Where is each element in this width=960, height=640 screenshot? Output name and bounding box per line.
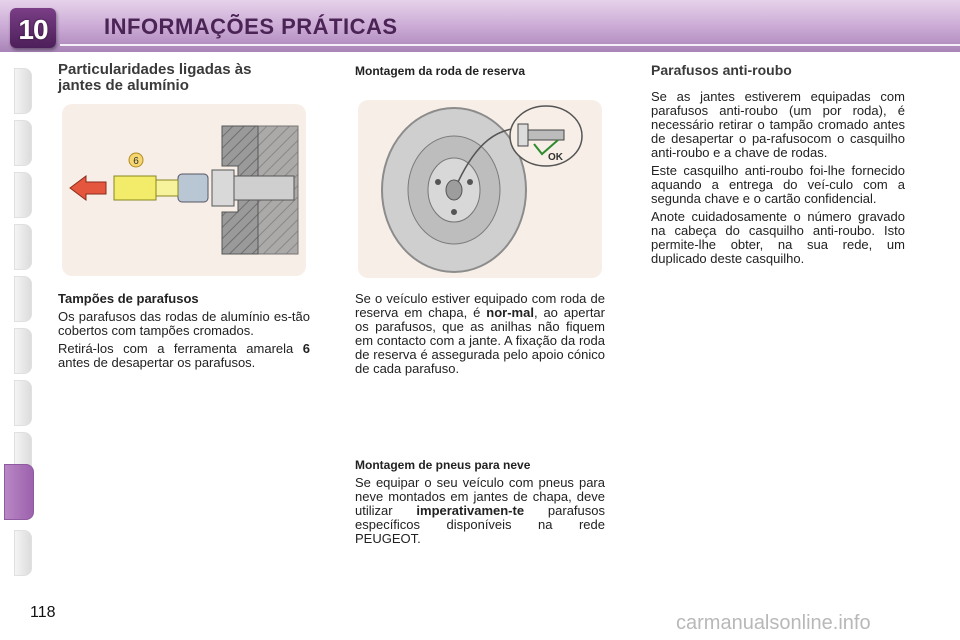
snow-text-end: parafusos específicos disponíveis na rede PEUGEOT.	[355, 503, 605, 546]
chapter-tab-2[interactable]	[14, 120, 32, 166]
anti-theft-paragraph-1: Se as jantes estiverem equipadas com parafusos anti-roubo (um por roda), é necessário retirar o tampão cromado antes de desapertar o pa-rafusocom o casquilho anti-roubo e a chave de rodas.	[651, 89, 905, 160]
yellow-tool	[114, 176, 156, 200]
bolt-head-detail	[518, 124, 528, 146]
section-title-aluminium	[58, 62, 251, 94]
bolt-caps-subheading: Tampões de parafusos	[58, 291, 199, 306]
chapter-tab-6[interactable]	[14, 328, 32, 374]
spare-wheel-heading: Montagem da roda de reserva	[355, 64, 526, 78]
spare-text: Se o veículo estiver equipado com roda de reserva em chapa, é	[355, 291, 605, 320]
page-number: 118	[30, 604, 56, 621]
para2-text-end: antes de desapertar os parafusos.	[58, 355, 256, 370]
para2-text: Retirá-los com a ferramenta amarela	[58, 341, 303, 356]
snow-tyres-heading: Montagem de pneus para neve	[355, 458, 531, 472]
para2-bold: 6	[302, 341, 310, 356]
spare-bold: nor-mal	[486, 305, 534, 320]
chapter-tabs	[0, 60, 36, 580]
chapter-tab-5[interactable]	[14, 276, 32, 322]
chapter-tab-3[interactable]	[14, 172, 32, 218]
chapter-tab-1[interactable]	[14, 68, 32, 114]
bolt-caps-paragraph-2	[58, 342, 310, 370]
ok-label: OK	[548, 152, 563, 163]
wheel-bolt-2	[467, 179, 473, 185]
anti-theft-paragraph-3: Anote cuidadosamente o número gravado na cabeça do casquilho anti-roubo. Isto permite-lhe obter, na sua rede, um duplicado deste casquilho.	[651, 209, 905, 266]
bolt-cap-illustration	[62, 104, 306, 276]
section-title-line1: Particularidades ligadas às	[58, 61, 252, 78]
chapter-tab-10-active[interactable]	[4, 464, 34, 520]
wheel-bolt	[232, 176, 294, 200]
spare-text-end: , ao apertar os parafusos, que as anilhas não fiquem em contacto com a jante. A fixação da roda de reserva é assegurada pelo apoio cónico de cada parafuso.	[355, 305, 605, 376]
snow-tyres-text	[355, 458, 605, 550]
anti-theft-paragraph-2: Este casquilho anti-roubo foi-lhe fornecido aquando a entrega do veí-culo com a segunda chave e o cartão confidencial.	[651, 163, 905, 206]
chapter-tab-7[interactable]	[14, 380, 32, 426]
anti-theft-heading: Parafusos anti-roubo	[651, 62, 792, 78]
section-title-line2: jantes de alumínio	[58, 77, 189, 94]
anti-theft-text	[651, 90, 905, 270]
yellow-tool-tip	[156, 180, 178, 196]
bolt-detail	[526, 130, 564, 140]
header-divider	[60, 44, 960, 46]
spare-wheel-text	[355, 292, 605, 380]
chapter-tab-11[interactable]	[14, 530, 32, 576]
snow-text: Se equipar o seu veículo com pneus para neve montados em jantes de chapa, deve utilizar	[355, 475, 605, 518]
chapter-badge	[10, 8, 56, 48]
page-title: INFORMAÇÕES PRÁTICAS	[104, 14, 398, 39]
snow-tyres-paragraph	[355, 476, 605, 546]
left-text-block	[58, 292, 310, 374]
tool-number-label: 6	[133, 156, 139, 167]
spare-wheel-paragraph	[355, 292, 605, 376]
pull-arrow	[70, 176, 106, 200]
spare-wheel-illustration	[358, 100, 602, 278]
watermark: carmanualsonline.info	[676, 612, 871, 634]
chapter-number: 10	[18, 14, 48, 45]
bolt-cap-diagram	[62, 104, 306, 276]
bolt-caps-paragraph-1: Os parafusos das rodas de alumínio es-tão cobertos com tampões cromados.	[58, 309, 310, 338]
chapter-tab-4[interactable]	[14, 224, 32, 270]
snow-bold: imperativamen-te	[416, 503, 525, 518]
spare-wheel-diagram	[358, 100, 602, 278]
bolt-head	[212, 170, 234, 206]
chrome-cap	[178, 174, 208, 202]
hub-center	[446, 180, 462, 200]
wheel-bolt-3	[451, 209, 457, 215]
wheel-bolt-1	[435, 179, 441, 185]
